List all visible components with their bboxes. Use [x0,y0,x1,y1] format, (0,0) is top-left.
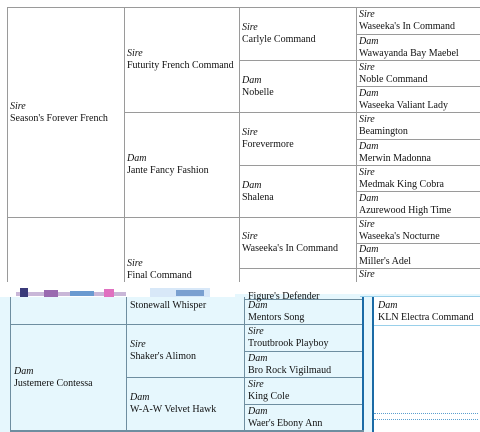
role-label: Sire [359,269,375,280]
role-label: Dam [242,179,262,191]
horse-name: Waseeka's In Command [242,243,338,254]
role-label: Dam [359,87,379,99]
role-label: Dam [378,300,398,311]
side-panel [372,297,480,432]
pedigree-cell-dam [12,325,126,430]
pedigree-cell-sire [125,8,239,112]
role-label: Dam [248,405,268,417]
pedigree-cell-sire [246,325,362,351]
horse-name: Wawayanda Bay Maebel [359,47,459,59]
role-label: Sire [127,258,143,269]
horse-name: Bro Rock Vigilmaud [248,364,332,376]
role-label: Sire [359,114,375,125]
horse-name: Carlyle Command [242,34,316,45]
grid-line [374,325,480,326]
role-label: Sire [242,231,258,242]
role-label: Dam [248,352,268,364]
grid-line [362,297,364,432]
role-label: Sire [359,61,375,73]
role-label: Sire [130,339,146,350]
pedigree-cell-sire [240,218,356,268]
role-label: Sire [242,22,258,33]
horse-name: KLN Electra Command [378,312,474,323]
horse-name: Noble Command [359,73,428,85]
role-label: Dam [130,392,150,403]
role-label: Sire [359,9,375,20]
role-label: Dam [14,365,34,377]
role-label: Sire [127,48,143,59]
dotted-rule [374,413,478,414]
pedigree-cell-dam [376,299,480,325]
pedigree-cell-sire [357,166,480,191]
role-label: Dam [242,74,262,86]
pedigree-cell-dam [125,113,239,217]
pedigree-cell-sire [357,218,480,243]
horse-name: Mentors Song [248,312,305,323]
role-label: Sire [359,166,375,178]
role-label: Dam [359,35,379,47]
pedigree-cell-partial [128,297,244,317]
pedigree-cell-sire [240,113,356,165]
role-label: Sire [242,127,258,138]
horse-name: Waseeka's In Command [359,21,455,32]
horse-name: Azurewood High Time [359,204,452,216]
pedigree-cell-sire [128,325,244,377]
grid-line [10,297,11,432]
horse-name: W-A-W Velvet Hawk [130,404,217,415]
pedigree-cell-sire [8,8,124,217]
pedigree-cell-sire [240,8,356,60]
pedigree-cell-dam [357,35,480,60]
role-label: Dam [359,140,379,152]
horse-name: King Cole [248,391,290,402]
horse-name: Stonewall Whisper [130,300,207,311]
pedigree-cell-dam [357,140,480,165]
pedigree-cell-dam [246,300,362,324]
horse-name: Shalena [242,191,274,203]
pedigree-cell-sire [246,378,362,404]
pedigree-cell-dam [246,405,362,430]
horse-name: Nobelle [242,86,274,98]
horse-name: Futurity French Command [127,60,234,71]
pedigree-cell-sire [357,113,480,139]
horse-name: Forevermore [242,139,294,150]
pedigree-cell-dam [357,244,480,268]
role-label: Dam [359,192,379,204]
horse-name: Figure's Defender [248,291,320,302]
horse-name: Waer's Ebony Ann [248,417,323,429]
horse-name: Miller's Adel [359,256,412,267]
horse-name: Troutbrook Playboy [248,338,329,349]
pedigree-cell-dam [246,352,362,377]
horse-name: Medmak King Cobra [359,178,444,190]
pedigree-cell-dam [357,87,480,112]
horse-name: Waseeka Valiant Lady [359,99,448,111]
dotted-rule [374,419,478,420]
pedigree-cell-dam [128,378,244,430]
horse-name: Shaker's Alimon [130,351,196,362]
horse-name: Final Command [127,270,192,281]
horse-name: Beamington [359,126,408,137]
pedigree-cell-dam [240,61,356,112]
pedigree-cell-dam [357,192,480,217]
horse-name: Merwin Madonna [359,152,431,164]
pedigree-cell-dam [240,166,356,217]
role-label: Dam [127,153,147,164]
role-label: Dam [248,300,268,311]
pedigree-cell-sire [357,8,480,34]
role-label: Sire [248,379,264,390]
grid-line [126,297,127,432]
role-label: Dam [359,244,379,255]
grid-line [244,297,245,432]
pedigree-cell-sire [357,61,480,86]
horse-name: Season's Forever French [10,112,108,124]
grid-line [372,297,374,432]
role-label: Sire [10,100,26,112]
horse-name: Jante Fancy Fashion [127,165,209,176]
role-label: Sire [248,326,264,337]
horse-name: Waseeka's Nocturne [359,230,440,242]
role-label: Sire [359,218,375,230]
horse-name: Justemere Contessa [14,377,93,389]
